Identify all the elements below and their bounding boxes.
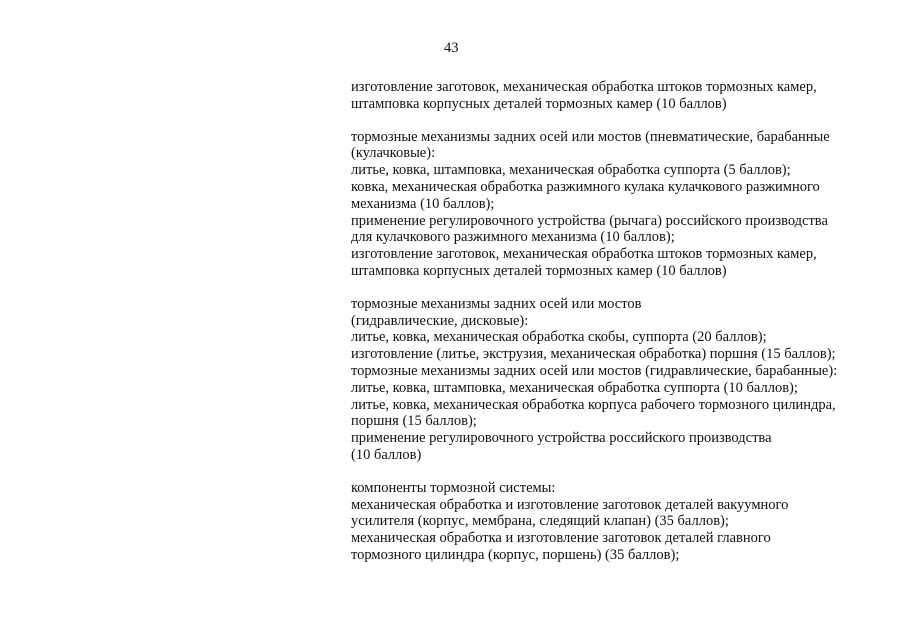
text-line: механизма (10 баллов); [351,195,495,212]
text-line: механическая обработка и изготовление заготовок деталей главного [351,530,771,547]
text-line: литье, ковка, механическая обработка корпуса рабочего тормозного цилиндра, [351,396,836,413]
text-line: штамповка корпусных деталей тормозных камер (10 баллов) [351,95,727,112]
text-line: (10 баллов) [351,446,422,463]
text-line: применение регулировочного устройства (рычага) российского производства [351,212,828,229]
text-line: механическая обработка и изготовление заготовок деталей вакуумного [351,496,789,513]
text-line: изготовление (литье, экструзия, механическая обработка) поршня (15 баллов); [351,346,836,363]
text-line: для кулачкового разжимного механизма (10 баллов); [351,229,675,246]
text-line: ковка, механическая обработка разжимного кулака кулачкового разжимного [351,178,820,195]
text-line: литье, ковка, штамповка, механическая обработка суппорта (10 баллов); [351,379,798,396]
text-line: изготовление заготовок, механическая обработка штоков тормозных камер, [351,246,817,263]
text-line: (кулачковые): [351,145,436,162]
text-line: (гидравлические, дисковые): [351,312,529,329]
text-line: изготовление заготовок, механическая обработка штоков тормозных камер, [351,79,817,95]
text-line: компоненты тормозной системы: [351,479,556,496]
text-line: литье, ковка, штамповка, механическая обработка суппорта (5 баллов); [351,162,791,179]
text-line: тормозные механизмы задних осей или мостов (пневматические, барабанные [351,128,830,145]
paragraph-stock-manufacturing [351,79,891,113]
text-line: усилителя (корпус, мембрана, следящий клапан) (35 баллов); [351,513,729,530]
text-line: литье, ковка, механическая обработка скобы, суппорта (20 баллов); [351,329,767,346]
text-line: тормозные механизмы задних осей или мостов (гидравлические, барабанные): [351,362,838,379]
text-line: тормозные механизмы задних осей или мостов [351,295,642,312]
text-line: применение регулировочного устройства российского производства [351,430,772,447]
document-body [351,79,891,580]
paragraph-brake-system-components [351,480,891,564]
page-number: 43 [444,40,459,56]
paragraph-hydraulic-brakes [351,296,891,464]
text-line: тормозного цилиндра (корпус, поршень) (35 баллов); [351,546,680,563]
text-line: штамповка корпусных деталей тормозных камер (10 баллов) [351,262,727,279]
paragraph-pneumatic-drum-brakes [351,129,891,280]
text-line: поршня (15 баллов); [351,413,477,430]
